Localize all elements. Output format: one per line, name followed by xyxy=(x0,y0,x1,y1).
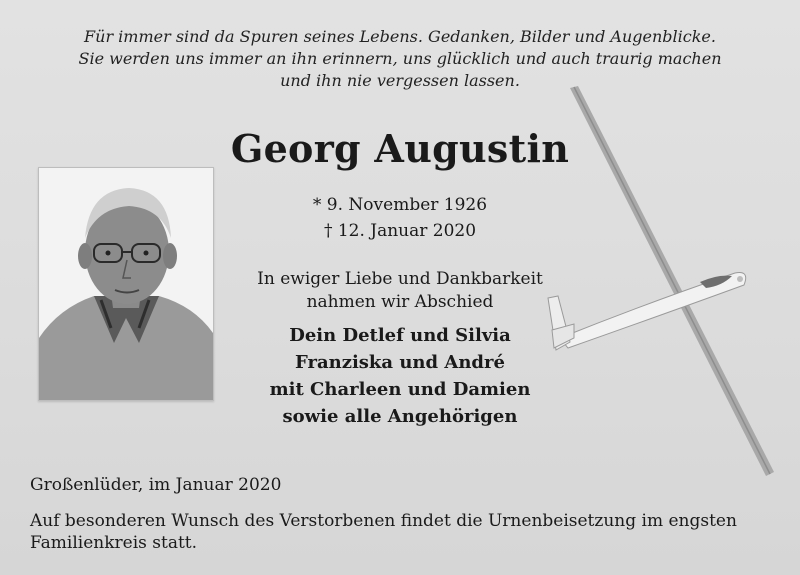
farewell-line: In ewiger Liebe und Dankbarkeit xyxy=(257,269,543,289)
glider-icon xyxy=(530,80,790,480)
family-line: Franziska und André xyxy=(295,352,505,373)
place-and-date: Großenlüder, im Januar 2020 xyxy=(30,475,282,495)
deceased-name: Georg Augustin xyxy=(230,126,570,171)
family-line: sowie alle Angehörigen xyxy=(282,406,518,427)
farewell-line: nahmen wir Abschied xyxy=(306,292,494,312)
quote-line: Für immer sind da Spuren seines Lebens. Gedanken, Bilder und Augenblicke. xyxy=(84,27,716,46)
family-line: Dein Detlef und Silvia xyxy=(289,325,511,346)
quote-line: und ihn nie vergessen lassen. xyxy=(280,71,520,90)
quote-line: Sie werden uns immer an ihn erinnern, uns glücklich und auch traurig machen xyxy=(78,49,722,68)
death-date: † 12. Januar 2020 xyxy=(323,221,477,241)
burial-note: Auf besonderen Wunsch des Verstorbenen findet die Urnenbeisetzung im engsten Familienkreis statt. xyxy=(30,511,737,553)
family-line: mit Charleen und Damien xyxy=(269,379,531,400)
birth-date: * 9. November 1926 xyxy=(312,195,488,215)
